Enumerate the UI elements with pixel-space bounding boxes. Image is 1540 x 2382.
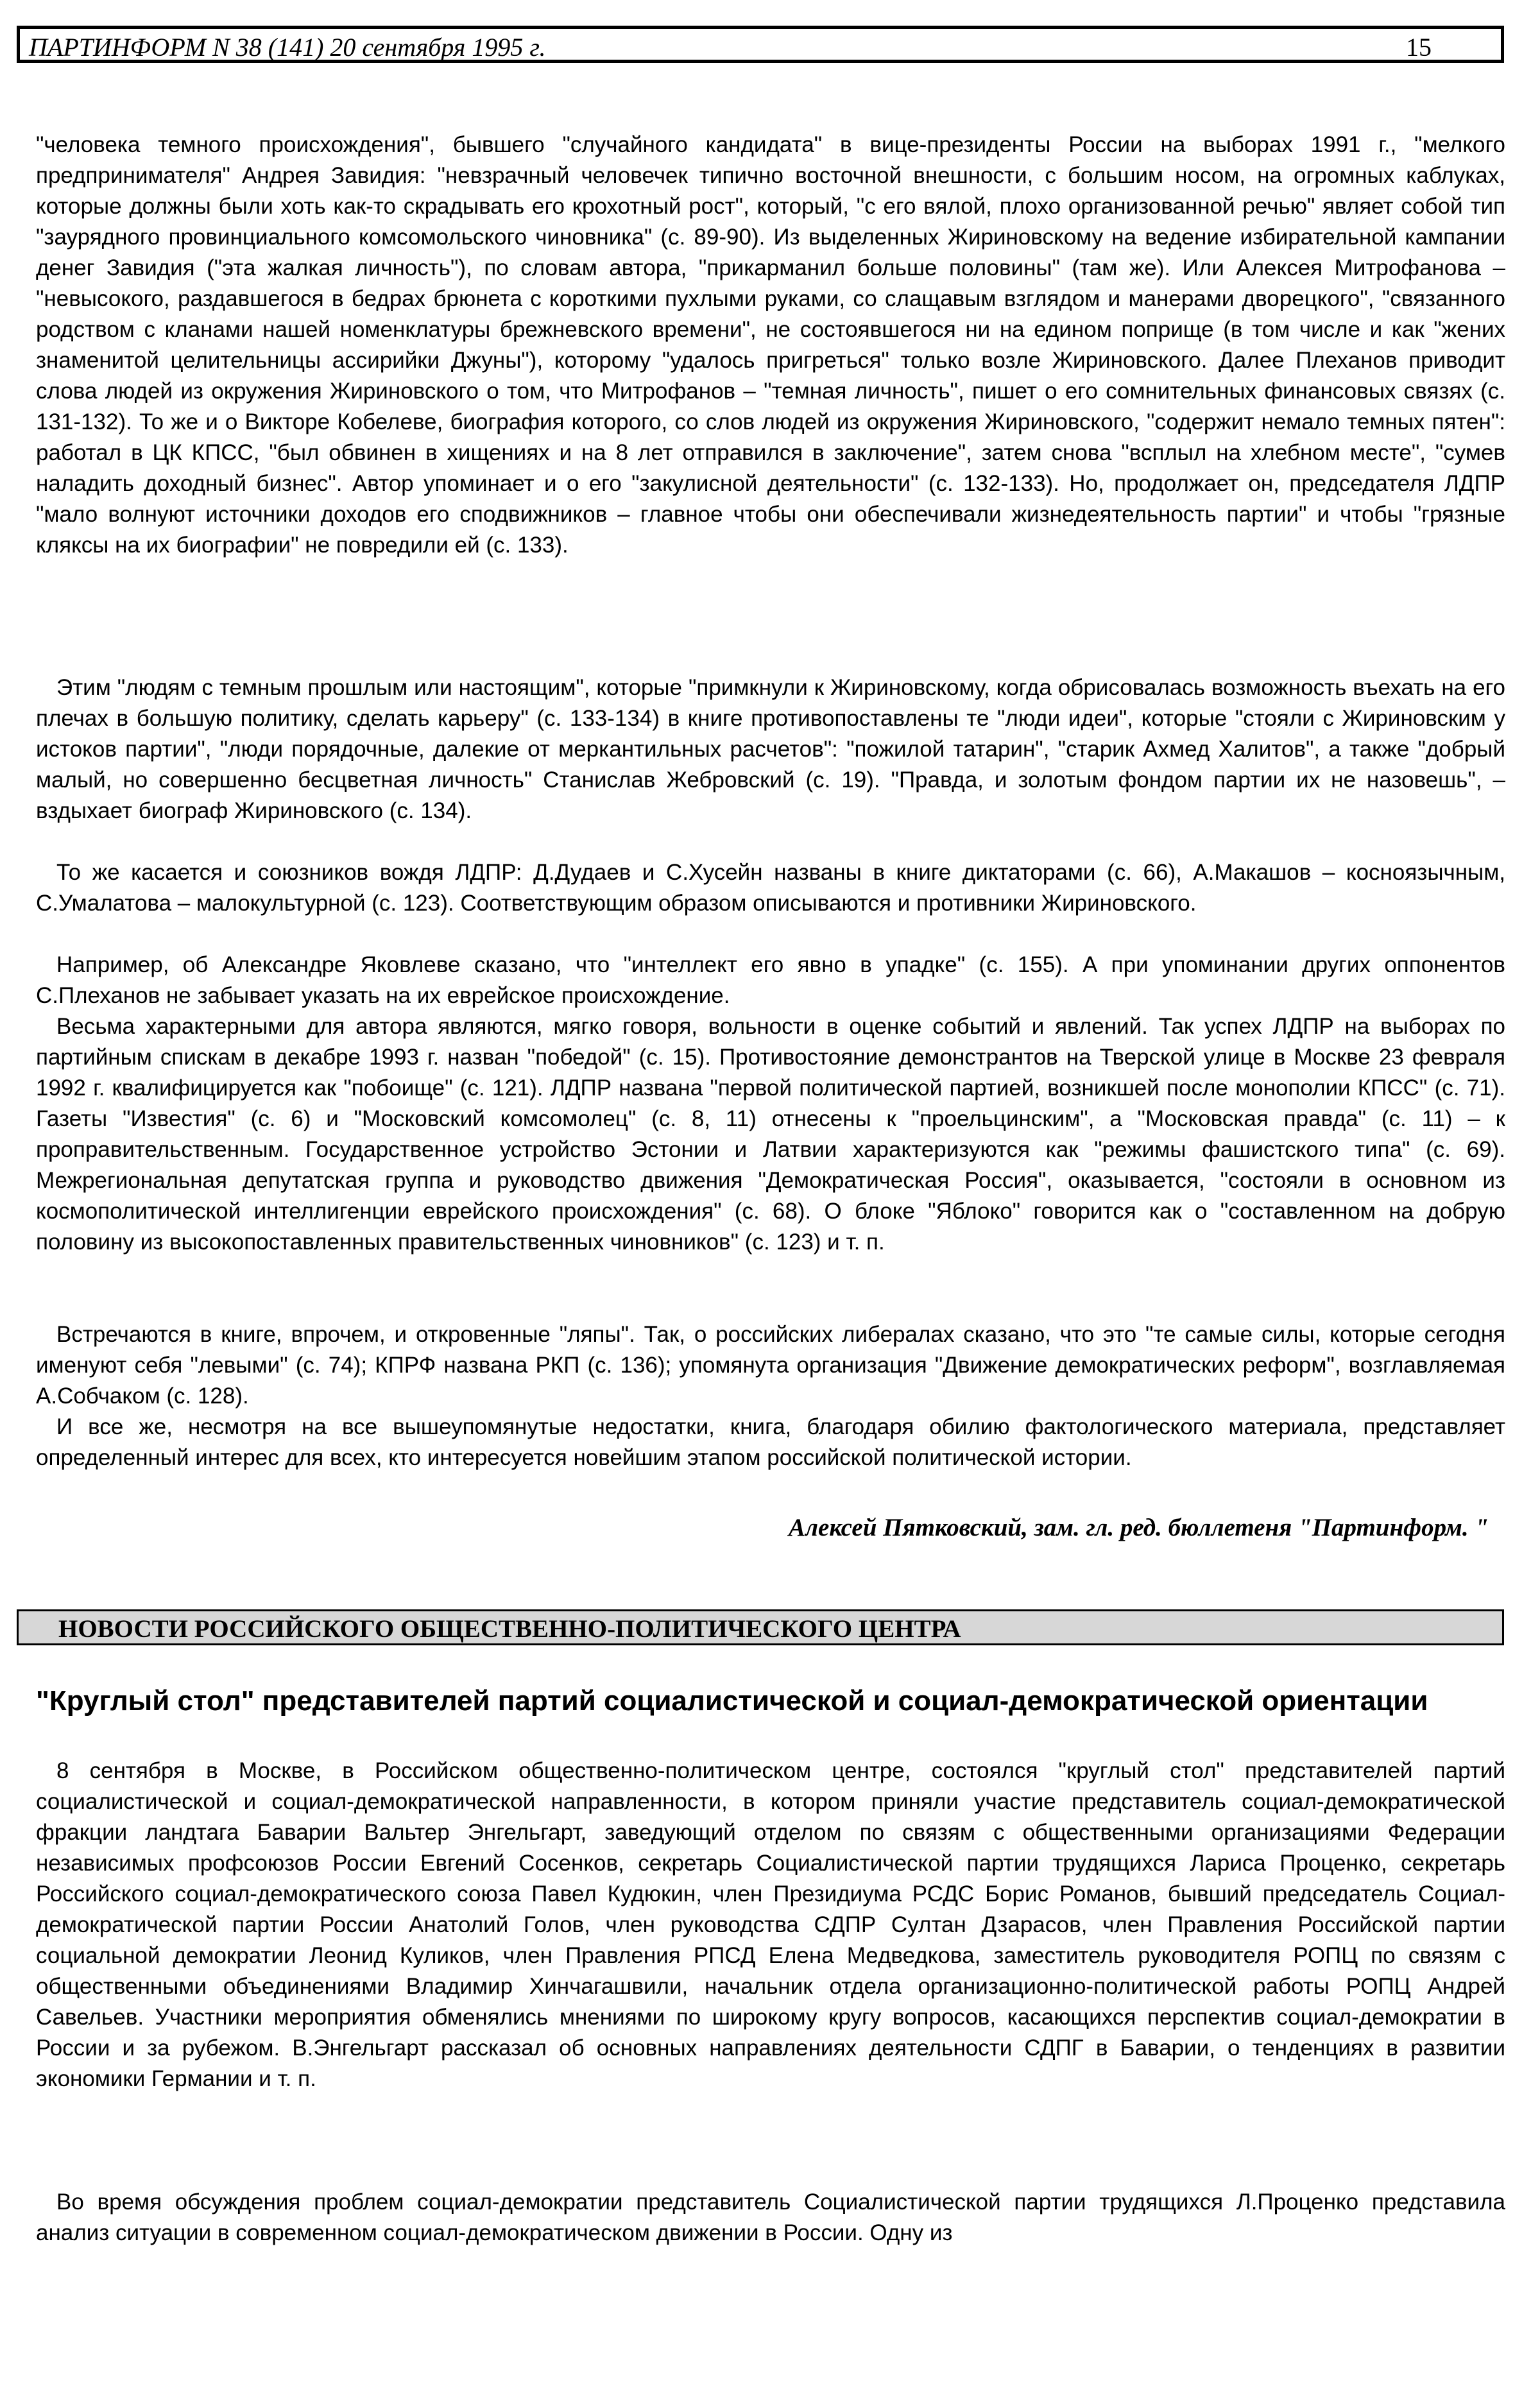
review-paragraph-4: Например, об Александре Яковлеве сказано, что "интеллект его явно в упадке" (с. 155). А при упоминании других оппонентов С.Плеханов не забывает указать на их еврейское происхождение. <box>36 952 1505 1008</box>
review-paragraph-1: "человека темного происхождения", бывшего "случайного кандидата" в вице-президенты России на выборах 1991 г., "мелкого предпринимателя" Андрея Завидия: "невзрачный человечек типично восточной внешности, с большим носом, на огромных каблуках, которые должны были хоть как-то скрадывать его крохотный рост", который, "с его вялой, плохо организованной речью" являет собой тип "заурядного провинциального комсомольского чиновника" (с. 89-90). Из выделенных Жириновскому на ведение избирательной кампании денег Завидия ("эта жалкая личность"), по словам автора, "прикарманил больше половины" (там же). Или Алексея Митрофанова – "невысокого, раздавшегося в бедрах брюнета с короткими пухлыми руками, со слащавым взглядом и манерами дворецкого", "связанного родством с кланами нашей номенклатуры брежневского времени", не состоявшегося ни на едином поприще (в том числе и как "жених знаменитой целительницы ассирийки Джуны"), которому "удалось пригреться" только возле Жириновского. Далее Плеханов приводит слова людей из окружения Жириновского о том, что Митрофанов – "темная личность", пишет о его сомнительных финансовых связях (с. 131-132). То же и о Викторе Кобелеве, биография которого, со слов людей из окружения Жириновского, "содержит немало темных пятен": работал в ЦК КПСС, "был обвинен в хищениях и на 8 лет отправился в заключение", затем снова "всплыл на хлебном месте", "сумев наладить доходный бизнес". Автор упоминает и о его "закулисной деятельности" (с. 132-133). Но, продолжает он, председателя ЛДПР "мало волнуют источники доходов его сподвижников – главное чтобы они обеспечивали жизнедеятельность партии" и чтобы "грязные кляксы на их биографии" не повредили ей (с. 133). <box>36 132 1505 558</box>
page-header <box>17 26 1504 63</box>
header-title: ПАРТИНФОРМ N 38 (141) 20 сентября 1995 г. <box>29 33 546 62</box>
review-paragraph-5: Весьма характерными для автора являются, мягко говоря, вольности в оценке событий и явлений. Так успех ЛДПР на выборах по партийным спискам в декабре 1993 г. назван "победой" (с. 15). Противостояние демонстрантов на Тверской улице в Москве 23 февраля 1992 г. квалифицируется как "побоище" (с. 121). ЛДПР названа "первой политической партией, возникшей после монополии КПСС" (с. 71). Газеты "Известия" (с. 6) и "Московский комсомолец" (с. 8, 11) отнесены к "проельцинским", а "Московская правда" (с. 11) – к проправительственным. Государственное устройство Эстонии и Латвии характеризуются как "режимы фашистского типа" (с. 69). Межрегиональная депутатская группа и руководство движения "Демократическая Россия", оказывается, "состояли в основном из космополитической интеллигенции еврейского происхождения" (с. 68). О блоке "Яблоко" говорится как о "составленном на добрую половину из высокопоставленных правительственных чиновников" (с. 123) и т. п. <box>36 1014 1505 1255</box>
page-number: 15 <box>1406 33 1432 62</box>
review-author-signature: Алексей Пятковский, зам. гл. ред. бюллетеня "Партинформ. " <box>789 1514 1489 1541</box>
review-paragraph-2: Этим "людям с темным прошлым или настоящим", которые "примкнули к Жириновскому, когда обрисовалась возможность въехать на его плечах в большую политику, сделать карьеру" (с. 133-134) в книге противопоставлены те "люди идеи", которые "стояли с Жириновским у истоков партии", "люди порядочные, далекие от меркантильных расчетов": "пожилой татарин", "старик Ахмед Халитов", а также "добрый малый, но совершенно бесцветная личность" Станислав Жебровский (с. 19). "Правда, и золотым фондом партии их не назовешь", – вздыхает биограф Жириновского (с. 134). <box>36 675 1505 823</box>
section-heading: НОВОСТИ РОССИЙСКОГО ОБЩЕСТВЕННО-ПОЛИТИЧЕСКОГО ЦЕНТРА <box>58 1615 961 1643</box>
article-paragraph-1: 8 сентября в Москве, в Российском общественно-политическом центре, состоялся "круглый стол" представителей партий социалистической и социал-демократической направленности, в котором приняли участие представитель социал-демократической фракции ландтага Баварии Вальтер Энгельгарт, заведующий отделом по связям с общественными организациями Федерации независимых профсоюзов России Евгений Сосенков, секретарь Социалистической партии трудящихся Лариса Проценко, секретарь Российского социал-демократического союза Павел Кудюкин, член Президиума РСДС Борис Романов, бывший председатель Социал-демократической партии России Анатолий Голов, член руководства СДПР Султан Дзарасов, член Правления Российской партии социальной демократии Леонид Куликов, член Правления РПСД Елена Медведкова, заместитель руководителя РОПЦ по связям с общественными объединениями Владимир Хинчагашвили, начальник отдела организационно-политической работы РОПЦ Андрей Савельев. Участники мероприятия обменялись мнениями по широкому кругу вопросов, касающихся перспектив социал-демократии в России и за рубежом. В.Энгельгарт рассказал об основных направлениях деятельности СДПГ в Баварии, о тенденциях в развитии экономики Германии и т. п. <box>36 1758 1505 2091</box>
article-paragraph-2: Во время обсуждения проблем социал-демократии представитель Социалистической партии трудящихся Л.Проценко представила анализ ситуации в современном социал-демократическом движении в России. Одну из <box>36 2189 1505 2245</box>
review-paragraph-7: И все же, несмотря на все вышеупомянутые недостатки, книга, благодаря обилию фактологического материала, представляет определенный интерес для всех, кто интересуется новейшим этапом российской политической истории. <box>36 1414 1505 1470</box>
review-paragraph-6: Встречаются в книге, впрочем, и откровенные "ляпы". Так, о российских либералах сказано, что это "те самые силы, которые сегодня именуют себя "левыми" (с. 74); КПРФ названа РКП (с. 136); упомянута организация "Движение демократических реформ", возглавляемая А.Собчаком (с. 128). <box>36 1322 1505 1409</box>
article-title: "Круглый стол" представителей партий социалистической и социал-демократической ориентации <box>36 1685 1428 1717</box>
section-heading-band <box>17 1609 1504 1645</box>
review-paragraph-3: То же касается и союзников вождя ЛДПР: Д.Дудаев и С.Хусейн названы в книге диктаторами (с. 66), А.Макашов – косноязычным, С.Умалатова – малокультурной (с. 123). Соответствующим образом описываются и противники Жириновского. <box>36 860 1505 916</box>
